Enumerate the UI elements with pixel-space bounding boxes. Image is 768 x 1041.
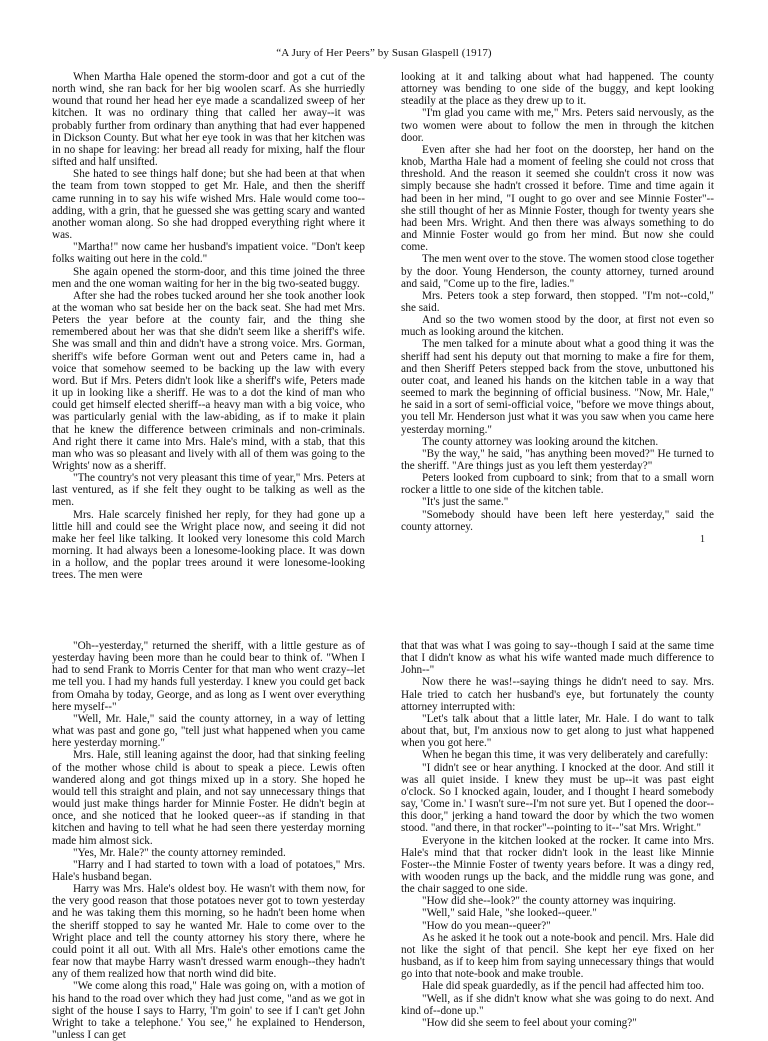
paragraph: "Well, as if she didn't know what she was going to do next. And kind of--done up." (401, 992, 714, 1017)
paragraph: "How did she--look?" the county attorney was inquiring. (422, 895, 676, 908)
paragraph: The men went over to the stove. The women stood close together by the door. Young Henderson, the county attorney, turned around and said, "Come up to the fire, ladies." (401, 253, 714, 290)
paragraph: "Yes, Mr. Hale?" the county attorney reminded. (73, 846, 286, 859)
paragraph: "It's just the same." (422, 496, 509, 509)
paragraph: "Harry and I had started to town with a load of potatoes," Mrs. Hale's husband began. (52, 858, 365, 883)
paragraph: Mrs. Hale, still leaning against the door, had that sinking feeling of the mother whose child is about to speak a piece. Lewis often wandered along and got things mixed up in a story. She hoped he would tell this straight and plain, and not say unnecessary things that would just make things harder for Minnie Foster. He didn't begin at once, and she noticed that he looked queer--as if standing in that kitchen and having to tell what he had seen there yesterday morning made him almost sick. (52, 749, 365, 847)
paragraph: looking at it and talking about what had happened. The county attorney was bending to one side of the buggy, and kept looking steadily at the place as they drew up to it. (401, 71, 714, 108)
paragraph: Mrs. Hale scarcely finished her reply, for they had gone up a little hill and could see the Wright place now, and seeing it did not make her feel like talking. It looked very lonesome this cold March morning. It had always been a lonesome-looking place. It was down in a hollow, and the poplar trees around it were lonesome-looking trees. The men were (52, 508, 365, 582)
paragraph: "I'm glad you came with me," Mrs. Peters said nervously, as the two women were about to follow the men in through the kitchen door. (401, 107, 714, 144)
paragraph: When he began this time, it was very deliberately and carefully: (422, 749, 709, 762)
paragraph: The county attorney was looking around the kitchen. (422, 435, 659, 448)
paragraph: "Well, Mr. Hale," said the county attorney, in a way of letting what was past and gone go, "tell just what happened when you came here yesterday morning." (52, 712, 365, 750)
document-title: “A Jury of Her Peers” by Susan Glaspell (1917) (276, 47, 492, 59)
paragraph: She again opened the storm-door, and this time joined the three men and the one woman waiting for her in the big two-seated buggy. (52, 265, 365, 290)
paragraph: Peters looked from cupboard to sink; from that to a small worn rocker a little to one side of the kitchen table. (401, 472, 714, 497)
page2-right-column (401, 640, 714, 1029)
paragraph: The men talked for a minute about what a good thing it was the sheriff had sent his deputy out that morning to make a fire for them, and then Sheriff Peters stepped back from the stove, unbuttoned his outer coat, and leaned his hands on the kitchen table in a way that seemed to mark the beginning of official business. "Now, Mr. Hale," he said in a sort of semi-official voice, "before we move things about, you tell Mr. Henderson just what it was you saw when you came here yesterday morning." (401, 338, 714, 436)
document-page-2 (0, 600, 768, 1041)
page2-left-column (52, 640, 365, 1041)
paragraph: "Let's talk about that a little later, Mr. Hale. I do want to talk about that, but, I'm anxious now to get along to just what happened when you got here." (401, 712, 714, 750)
paragraph: Even after she had her foot on the doorstep, her hand on the knob, Martha Hale had a moment of feeling she could not cross that threshold. And the reason it seemed she couldn't cross it now was simply because she hadn't crossed it before. Time and time again it had been in her mind, "I ought to go over and see Minnie Foster"--she still thought of her as Minnie Foster, though for twenty years she had been Mrs. Wright. And then there was always something to do and Minnie Foster would go from her mind. But now she could come. (401, 143, 714, 254)
paragraph: "By the way," he said, "has anything been moved?" He turned to the sheriff. "Are things just as you left them yesterday?" (401, 447, 714, 472)
paragraph: "I didn't see or hear anything. I knocked at the door. And still it was all quiet inside. I knew they must be up--it was past eight o'clock. So I knocked again, louder, and I thought I heard somebody say, 'Come in.' I wasn't sure--I'm not sure yet. But I opened the door--this door," jerking a hand toward the door by which the two women stood. "and there, in that rocker"--pointing to it--"sat Mrs. Wright." (401, 761, 714, 835)
page1-left-column (52, 71, 365, 582)
paragraph: As he asked it he took out a note-book and pencil. Mrs. Hale did not like the sight of that pencil. She kept her eye fixed on her husband, as if to keep him from saying unnecessary things that would go into that note-book and make trouble. (401, 931, 714, 981)
paragraph: "Well," said Hale, "she looked--queer." (422, 907, 597, 920)
paragraph: "Martha!" now came her husband's impatient voice. "Don't keep folks waiting out here in the cold." (52, 241, 365, 266)
paragraph: Now there he was!--saying things he didn't need to say. Mrs. Hale tried to catch her husband's eye, but fortunately the county attorney interrupted with: (401, 676, 714, 713)
paragraph: "The country's not very pleasant this time of year," Mrs. Peters at last ventured, as if she felt they ought to be talking as well as the men. (52, 472, 365, 509)
paragraph: "Oh--yesterday," returned the sheriff, with a little gesture as of yesterday having been more than he could bear to think of. "When I had to send Frank to Morris Center for that man who went crazy--let me tell you. I had my hands full yesterday. I knew you could get back from Omaha by today, George, and as long as I went over everything here myself--" (52, 640, 365, 713)
paragraph: Hale did speak guardedly, as if the pencil had affected him too. (422, 980, 705, 993)
paragraph: "Somebody should have been left here yesterday," said the county attorney. (401, 508, 714, 533)
paragraph: that that was what I was going to say--though I said at the same time that I didn't know as what his wife wanted made much difference to John--" (401, 640, 714, 677)
paragraph: After she had the robes tucked around her she took another look at the woman who sat beside her on the back seat. She had met Mrs. Peters the year before at the county fair, and the thing she remembered about her was that she didn't seem like a sheriff's wife. She was small and thin and didn't have a strong voice. Mrs. Gorman, sheriff's wife before Gorman went out and Peters came in, had a voice that somehow seemed to be backing up the law with every word. But if Mrs. Peters didn't look like a sheriff's wife, Peters made it up in looking like a sheriff. He was to a dot the kind of man who could get himself elected sheriff--a heavy man with a big voice, who was particularly genial with the law-abiding, as if to make it plain that he knew the difference between criminals and non-criminals. And right there it came into Mrs. Hale's mind, with a stab, that this man who was so pleasant and lively with all of them was going to the Wrights' now as a sheriff. (52, 289, 365, 472)
paragraph: She hated to see things half done; but she had been at that when the team from town stopped to get Mr. Hale, and then the sheriff came running in to say his wife wished Mrs. Hale would come too--adding, with a grin, that he guessed she was getting scary and wanted another woman along. So she had dropped everything right where it was. (52, 168, 365, 242)
paragraph: "How did she seem to feel about your coming?" (422, 1016, 637, 1029)
paragraph: Everyone in the kitchen looked at the rocker. It came into Mrs. Hale's mind that that rocker didn't look in the least like Minnie Foster--the Minnie Foster of twenty years before. It was a dingy red, with wooden rungs up the back, and the middle rung was gone, and the chair sagged to one side. (401, 834, 714, 896)
paragraph: And so the two women stood by the door, at first not even so much as looking around the kitchen. (401, 314, 714, 339)
page1-right-column (401, 71, 714, 533)
paragraph: Harry was Mrs. Hale's oldest boy. He wasn't with them now, for the very good reason that those potatoes never got to town yesterday and he was taking them this morning, so he hadn't been home when the sheriff stopped to say he wanted Mr. Hale to come over to the Wright place and tell the county attorney his story there, where he could point it all out. With all Mrs. Hale's other emotions came the fear now that maybe Harry wasn't dressed warm enough--they hadn't any of them realized how that north wind did bite. (52, 883, 365, 981)
paragraph: When Martha Hale opened the storm-door and got a cut of the north wind, she ran back for her big woolen scarf. As she hurriedly wound that round her head her eye made a scandalized sweep of her kitchen. It was no ordinary thing that called her away--it was probably further from ordinary than anything that had ever happened in Dickson County. But what her eye took in was that her kitchen was in no shape for leaving: her bread all ready for mixing, half the flour sifted and half unsifted. (52, 71, 365, 169)
page-number: 1 (700, 534, 705, 545)
paragraph: Mrs. Peters took a step forward, then stopped. "I'm not--cold," she said. (401, 289, 714, 314)
paragraph: "We come along this road," Hale was going on, with a motion of his hand to the road over which they had just come, "and as we got in sight of the house I says to Harry, 'I'm goin' to see if I can't get John Wright to take a telephone.' You see," he explained to Henderson, "unless I can get (52, 980, 365, 1041)
paragraph: "How do you mean--queer?" (422, 919, 551, 932)
